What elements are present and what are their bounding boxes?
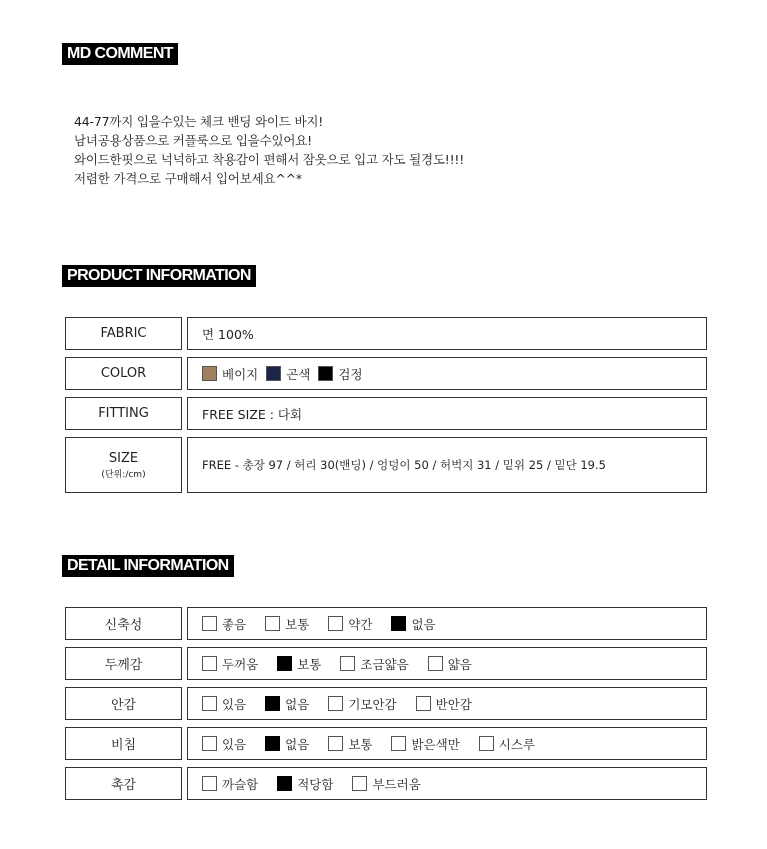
detail-row-label: 촉감 xyxy=(65,767,182,800)
comment-line: 와이드한핏으로 넉넉하고 착용감이 편해서 잠옷으로 입고 자도 될경도!!!! xyxy=(74,152,465,167)
checked-box-icon xyxy=(265,696,280,711)
color-name: 곤색 xyxy=(286,366,311,382)
detail-option-label: 밝은색만 xyxy=(411,736,460,752)
detail-option xyxy=(202,695,246,713)
size-value: FREE - 총장 97 / 허리 30(밴딩) / 엉덩이 50 / 허벅지 31 / 밑위 25 / 밑단 19.5 xyxy=(187,437,707,493)
empty-box-icon xyxy=(416,696,431,711)
size-row xyxy=(65,437,707,493)
checked-box-icon xyxy=(277,776,292,791)
size-label: SIZE (단위:/cm) xyxy=(65,437,182,493)
color-option xyxy=(202,365,258,383)
detail-row-options xyxy=(187,647,707,680)
detail-option-label: 보통 xyxy=(348,736,373,752)
fitting-value: FREE SIZE : 다회 xyxy=(187,397,707,430)
detail-option xyxy=(265,735,309,753)
empty-box-icon xyxy=(202,656,217,671)
detail-option xyxy=(277,655,321,673)
detail-option-label: 약간 xyxy=(348,616,373,632)
empty-box-icon xyxy=(328,736,343,751)
fitting-row xyxy=(65,397,707,430)
checked-box-icon xyxy=(277,656,292,671)
product-information-heading: PRODUCT INFORMATION xyxy=(62,265,256,287)
detail-option-label: 적당함 xyxy=(297,776,334,792)
detail-information-heading: DETAIL INFORMATION xyxy=(62,555,234,577)
detail-option-label: 반안감 xyxy=(435,696,472,712)
detail-option-label: 보통 xyxy=(285,616,310,632)
empty-box-icon xyxy=(202,616,217,631)
md-comment-text xyxy=(74,112,464,188)
detail-option xyxy=(265,695,309,713)
fitting-label: FITTING xyxy=(65,397,182,430)
detail-row-label: 안감 xyxy=(65,687,182,720)
detail-row xyxy=(65,687,707,720)
color-name: 베이지 xyxy=(222,366,259,382)
detail-option xyxy=(479,735,535,753)
detail-option-label: 기모안감 xyxy=(348,696,397,712)
detail-option xyxy=(202,615,246,633)
checked-box-icon xyxy=(265,736,280,751)
md-comment-heading: MD COMMENT xyxy=(62,43,178,65)
detail-row-options xyxy=(187,767,707,800)
empty-box-icon xyxy=(202,776,217,791)
fabric-value: 면 100% xyxy=(187,317,707,350)
detail-option-label: 없음 xyxy=(285,696,310,712)
detail-option-label: 있음 xyxy=(222,736,247,752)
detail-option-label: 두꺼움 xyxy=(222,656,259,672)
empty-box-icon xyxy=(352,776,367,791)
color-swatch xyxy=(318,366,333,381)
detail-option xyxy=(328,735,372,753)
detail-option-label: 없음 xyxy=(285,736,310,752)
detail-row xyxy=(65,727,707,760)
detail-row-label: 두께감 xyxy=(65,647,182,680)
detail-option xyxy=(202,655,258,673)
detail-option xyxy=(428,655,472,673)
empty-box-icon xyxy=(479,736,494,751)
detail-row-label: 비침 xyxy=(65,727,182,760)
detail-row-options xyxy=(187,727,707,760)
detail-option xyxy=(202,735,246,753)
detail-option xyxy=(277,775,333,793)
detail-option-label: 조금얇음 xyxy=(360,656,409,672)
detail-option xyxy=(416,695,472,713)
color-row xyxy=(65,357,707,390)
detail-option-label: 좋음 xyxy=(222,616,247,632)
empty-box-icon xyxy=(391,736,406,751)
detail-option xyxy=(328,615,372,633)
empty-box-icon xyxy=(265,616,280,631)
size-unit: (단위:/cm) xyxy=(101,469,146,480)
fabric-label: FABRIC xyxy=(65,317,182,350)
detail-row xyxy=(65,647,707,680)
detail-option-label: 부드러움 xyxy=(372,776,421,792)
empty-box-icon xyxy=(340,656,355,671)
detail-row-options xyxy=(187,607,707,640)
detail-option-label: 까슬함 xyxy=(222,776,259,792)
detail-option xyxy=(202,775,258,793)
detail-option-label: 시스루 xyxy=(498,736,536,752)
empty-box-icon xyxy=(202,736,217,751)
color-swatch xyxy=(202,366,217,381)
comment-line: 남녀공용상품으로 커플룩으로 입을수있어요! xyxy=(74,133,312,148)
detail-row-label: 신축성 xyxy=(65,607,182,640)
color-swatch xyxy=(266,366,281,381)
color-option xyxy=(266,365,310,383)
detail-row-options xyxy=(187,687,707,720)
detail-option-label: 있음 xyxy=(222,696,247,712)
empty-box-icon xyxy=(328,696,343,711)
color-label: COLOR xyxy=(65,357,182,390)
color-value xyxy=(187,357,707,390)
empty-box-icon xyxy=(328,616,343,631)
detail-option xyxy=(352,775,420,793)
color-option xyxy=(318,365,362,383)
color-name: 검정 xyxy=(338,366,363,382)
detail-option xyxy=(340,655,408,673)
checked-box-icon xyxy=(391,616,406,631)
detail-option-label: 얇음 xyxy=(447,656,472,672)
detail-option xyxy=(391,615,435,633)
empty-box-icon xyxy=(202,696,217,711)
detail-option-label: 없음 xyxy=(411,616,436,632)
detail-option-label: 보통 xyxy=(297,656,322,672)
comment-line: 44-77까지 입을수있는 체크 밴딩 와이드 바지! xyxy=(74,114,324,129)
empty-box-icon xyxy=(428,656,443,671)
detail-option xyxy=(391,735,459,753)
fabric-row xyxy=(65,317,707,350)
detail-row xyxy=(65,607,707,640)
detail-option xyxy=(265,615,309,633)
detail-row xyxy=(65,767,707,800)
detail-option xyxy=(328,695,396,713)
comment-line: 저렴한 가격으로 구매해서 입어보세요^^* xyxy=(74,171,302,186)
